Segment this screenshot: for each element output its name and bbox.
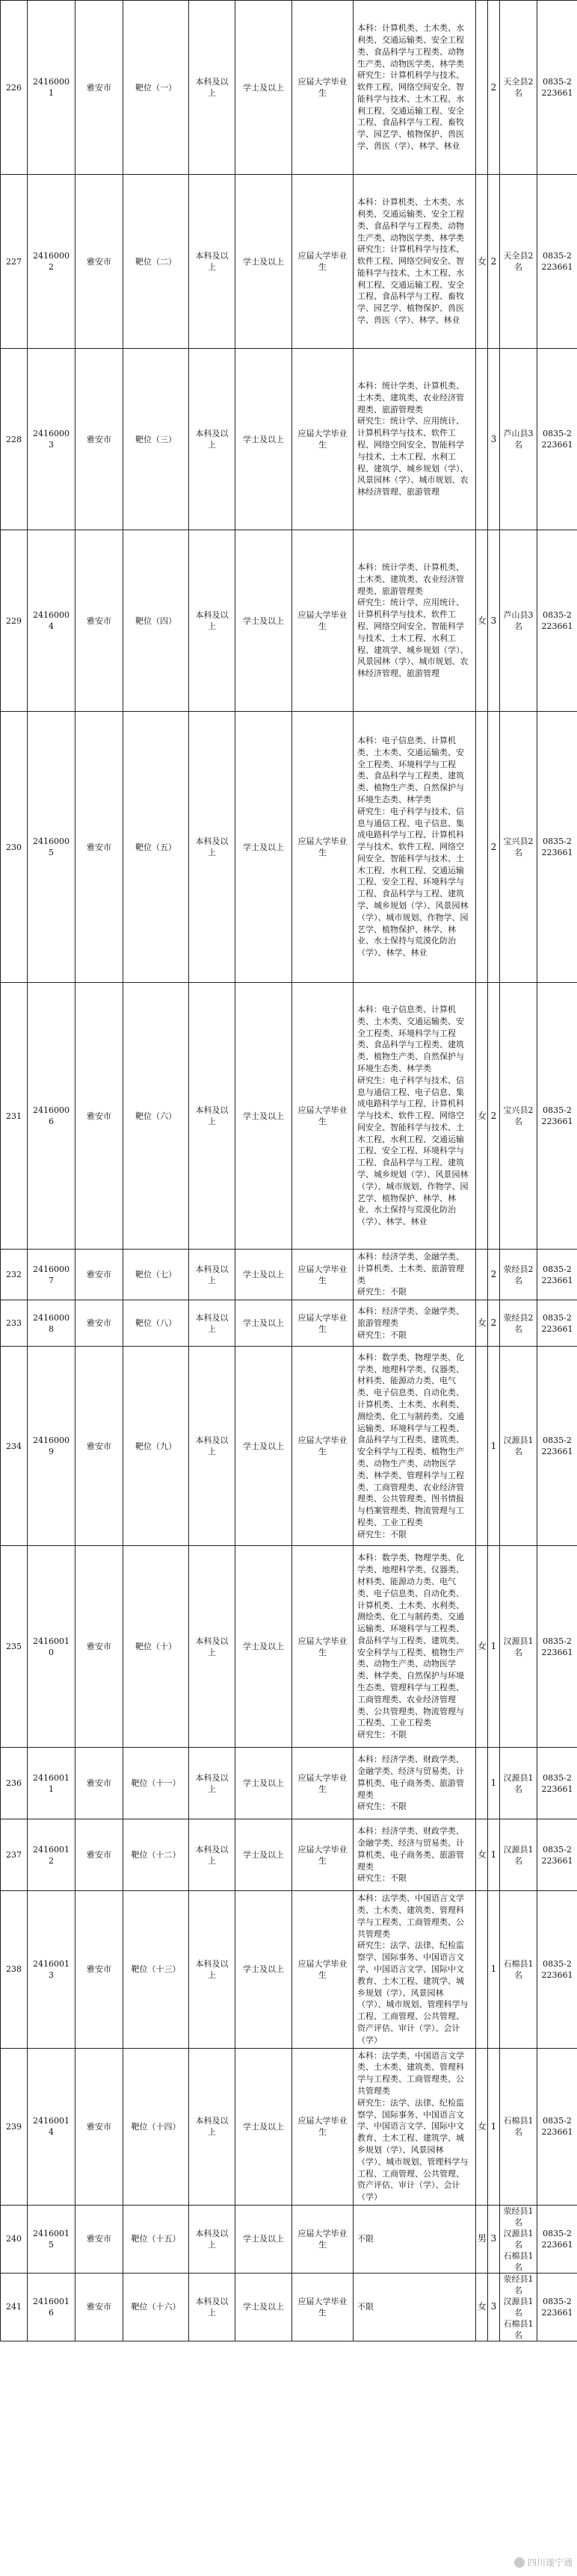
candidate-source-cell: 应届大学毕业生 [292,1347,354,1546]
candidate-source-cell: 应届大学毕业生 [292,1250,354,1300]
candidate-source-cell: 应届大学毕业生 [292,530,354,712]
education-cell: 本科及以上 [189,1250,235,1300]
candidate-source-cell: 应届大学毕业生 [292,1748,354,1819]
placement-cell: 芦山县3名 [500,530,537,712]
headcount-cell: 1 [488,1546,500,1748]
city-cell: 雅安市 [75,712,123,983]
city-cell: 雅安市 [75,2273,123,2341]
post-name-cell: 靶位（十二） [123,1819,189,1891]
row-number-cell: 237 [1,1819,28,1891]
row-number-cell: 241 [1,2273,28,2341]
watermark-text: 四川遂宁通 [527,2557,573,2568]
degree-cell: 学士及以上 [235,1250,292,1300]
contact-phone-cell: 0835-2223661 [537,983,577,1250]
gender-cell [476,1,488,175]
degree-cell: 学士及以上 [235,1,292,175]
post-name-cell: 靶位（八） [123,1300,189,1347]
degree-cell: 学士及以上 [235,2273,292,2341]
city-cell: 雅安市 [75,1546,123,1748]
city-cell: 雅安市 [75,1300,123,1347]
education-cell: 本科及以上 [189,2205,235,2273]
gender-cell [476,712,488,983]
placement-cell: 汉源县1名 [500,1546,537,1748]
placement-cell: 石棉县1名 [500,2048,537,2205]
city-cell: 雅安市 [75,1819,123,1891]
major-requirement-cell: 不限 [354,2273,476,2341]
post-code-cell: 24160015 [28,2205,75,2273]
table-row [1,1300,577,1347]
city-cell: 雅安市 [75,175,123,349]
gender-cell: 女 [476,2273,488,2341]
post-name-cell: 靶位（十五） [123,2205,189,2273]
table-row [1,1819,577,1891]
headcount-cell: 2 [488,1250,500,1300]
table-row [1,1,577,175]
row-number-cell: 232 [1,1250,28,1300]
gender-cell: 女 [476,1819,488,1891]
candidate-source-cell: 应届大学毕业生 [292,1,354,175]
post-code-cell: 24160014 [28,2048,75,2205]
education-cell: 本科及以上 [189,712,235,983]
row-number-cell: 231 [1,983,28,1250]
post-code-cell: 24160006 [28,983,75,1250]
city-cell: 雅安市 [75,1250,123,1300]
city-cell: 雅安市 [75,1891,123,2048]
candidate-source-cell: 应届大学毕业生 [292,2048,354,2205]
table-body [1,1,577,2341]
city-cell: 雅安市 [75,983,123,1250]
post-name-cell: 靶位（一） [123,1,189,175]
headcount-cell: 2 [488,175,500,349]
contact-phone-cell: 0835-2223661 [537,1748,577,1819]
post-code-cell: 24160012 [28,1819,75,1891]
education-cell: 本科及以上 [189,530,235,712]
city-cell: 雅安市 [75,1748,123,1819]
candidate-source-cell: 应届大学毕业生 [292,2205,354,2273]
education-cell: 本科及以上 [189,1819,235,1891]
contact-phone-cell: 0835-2223661 [537,1347,577,1546]
degree-cell: 学士及以上 [235,1748,292,1819]
gender-cell [476,1891,488,2048]
headcount-cell: 3 [488,2273,500,2341]
post-name-cell: 靶位（四） [123,530,189,712]
candidate-source-cell: 应届大学毕业生 [292,1546,354,1748]
placement-cell: 天全县2名 [500,1,537,175]
contact-phone-cell: 0835-2223661 [537,530,577,712]
city-cell: 雅安市 [75,2048,123,2205]
major-requirement-cell: 本科：经济学类、金融学类、计算机类、土木类、旅游管理类 研究生：不限 [354,1250,476,1300]
table-row [1,2205,577,2273]
education-cell: 本科及以上 [189,1,235,175]
post-name-cell: 靶位（六） [123,983,189,1250]
post-code-cell: 24160016 [28,2273,75,2341]
degree-cell: 学士及以上 [235,1300,292,1347]
post-code-cell: 24160004 [28,530,75,712]
table-row [1,1347,577,1546]
major-requirement-cell: 本科：数学类、物理学类、化学类、地理科学类、仪器类、材料类、能源动力类、电气类、电子信息类、自动化类、计算机类、土木类、水利类、测绘类、化工与制药类、交通运输类、环境科学与工程类、食品科学与工程类、建筑类、安全科学与工程类、植物生产类、动物生产类、动物医学类、林学类、管理科学与工程类、工商管理类、农业经济管理类、公共管理类、图书情报与档案管理类、物流管理与工程类、工业工程类 研究生：不限 [354,1347,476,1546]
placement-cell: 荥经县1名 汉源县1名 石棉县1名 [500,2273,537,2341]
contact-phone-cell: 0835-2223661 [537,712,577,983]
degree-cell: 学士及以上 [235,530,292,712]
contact-phone-cell: 0835-2223661 [537,2048,577,2205]
contact-phone-cell: 0835-2223661 [537,1819,577,1891]
major-requirement-cell: 本科：计算机类、土木类、水利类、交通运输类、安全工程类、食品科学与工程类、动物生产类、动物医学类、林学类 研究生：计算机科学与技术、软件工程、网络空间安全、智能科学与技术、土木工程、水利工程、交通运输工程、安全工程、食品科学与工程、畜牧学、园艺学、植物保护、兽医学、兽医（学）、林学、林业 [354,175,476,349]
placement-cell: 天全县2名 [500,175,537,349]
gender-cell: 女 [476,1300,488,1347]
candidate-source-cell: 应届大学毕业生 [292,1891,354,2048]
city-cell: 雅安市 [75,1,123,175]
placement-cell: 汉源县1名 [500,1347,537,1546]
headcount-cell: 1 [488,1748,500,1819]
post-name-cell: 靶位（十六） [123,2273,189,2341]
post-name-cell: 靶位（二） [123,175,189,349]
row-number-cell: 240 [1,2205,28,2273]
post-code-cell: 24160009 [28,1347,75,1546]
gender-cell [476,349,488,530]
table-row [1,349,577,530]
contact-phone-cell: 0835-2223661 [537,1546,577,1748]
degree-cell: 学士及以上 [235,1546,292,1748]
education-cell: 本科及以上 [189,983,235,1250]
placement-cell: 荥经县1名 汉源县1名 石棉县1名 [500,2205,537,2273]
degree-cell: 学士及以上 [235,983,292,1250]
education-cell: 本科及以上 [189,2273,235,2341]
post-code-cell: 24160001 [28,1,75,175]
degree-cell: 学士及以上 [235,349,292,530]
post-code-cell: 24160002 [28,175,75,349]
row-number-cell: 226 [1,1,28,175]
placement-cell: 荥经县2名 [500,1300,537,1347]
post-code-cell: 24160008 [28,1300,75,1347]
major-requirement-cell: 本科：计算机类、土木类、水利类、交通运输类、安全工程类、食品科学与工程类、动物生产类、动物医学类、林学类 研究生：计算机科学与技术、软件工程、网络空间安全、智能科学与技术、土木工程、水利工程、交通运输工程、安全工程、食品科学与工程、畜牧学、园艺学、植物保护、兽医学、兽医（学）、林学、林业 [354,1,476,175]
degree-cell: 学士及以上 [235,1347,292,1546]
major-requirement-cell: 本科：经济学类、金融学类、旅游管理类 研究生：不限 [354,1300,476,1347]
headcount-cell: 2 [488,1300,500,1347]
city-cell: 雅安市 [75,349,123,530]
post-name-cell: 靶位（十四） [123,2048,189,2205]
education-cell: 本科及以上 [189,2048,235,2205]
watermark-logo-icon [514,2557,525,2568]
gender-cell: 男 [476,2205,488,2273]
post-name-cell: 靶位（七） [123,1250,189,1300]
gender-cell: 女 [476,983,488,1250]
watermark [514,2556,573,2569]
row-number-cell: 236 [1,1748,28,1819]
gender-cell [476,1347,488,1546]
placement-cell: 宝兴县2名 [500,712,537,983]
city-cell: 雅安市 [75,1347,123,1546]
major-requirement-cell: 本科：法学类、中国语言文学类、土木类、建筑类、管理科学与工程类、工商管理类、公共管理类 研究生：法学、法律、纪检监察学、国际事务、中国语言文学、中国语言文学、国际中文教育、土木工程、建筑学、城乡规划（学）、风景园林（学）、城市规划、管理科学与工程、工商管理、公共管理、资产评估、审计（学）、会计（学） [354,1891,476,2048]
post-code-cell: 24160005 [28,712,75,983]
contact-phone-cell: 0835-2223661 [537,1,577,175]
row-number-cell: 227 [1,175,28,349]
education-cell: 本科及以上 [189,349,235,530]
contact-phone-cell: 0835-2223661 [537,175,577,349]
placement-cell: 汉源县1名 [500,1819,537,1891]
table-row [1,1891,577,2048]
major-requirement-cell: 本科：统计学类、计算机类、土木类、建筑类、农业经济管理类、旅游管理类 研究生：统计学、应用统计、计算机科学与技术、软件工程、网络空间安全、智能科学与技术、土木工程、水利工程、建筑学、城乡规划（学）、风景园林（学）、城市规划、农林经济管理、旅游管理 [354,530,476,712]
post-code-cell: 24160003 [28,349,75,530]
headcount-cell: 3 [488,2205,500,2273]
post-code-cell: 24160007 [28,1250,75,1300]
gender-cell: 女 [476,1546,488,1748]
major-requirement-cell: 本科：法学类、中国语言文学类、土木类、建筑类、管理科学与工程类、工商管理类、公共管理类 研究生：法学、法律、纪检监察学、国际事务、中国语言文学、中国语言文学、国际中文教育、土木工程、建筑学、城乡规划（学）、风景园林（学）、城市规划、管理科学与工程、工商管理、公共管理、资产评估、审计（学）、会计（学） [354,2048,476,2205]
major-requirement-cell: 本科：电子信息类、计算机类、土木类、交通运输类、安全工程类、环境科学与工程类、食品科学与工程类、建筑类、植物生产类、自然保护与环境生态类、林学类 研究生：电子科学与技术、信息与通信工程、电子信息、集成电路科学与工程、计算机科学与技术、软件工程、网络空间安全、智能科学与技术、土木工程、水利工程、交通运输工程、安全工程、环境科学与工程、食品科学与工程、建筑学、城乡规划（学）、风景园林（学）、城市规划、作物学、园艺学、植物保护、林学、林业、水土保持与荒漠化防治（学）、林学、林业 [354,712,476,983]
row-number-cell: 228 [1,349,28,530]
education-cell: 本科及以上 [189,175,235,349]
placement-cell: 芦山县3名 [500,349,537,530]
gender-cell [476,1250,488,1300]
headcount-cell: 2 [488,1,500,175]
candidate-source-cell: 应届大学毕业生 [292,1819,354,1891]
row-number-cell: 238 [1,1891,28,2048]
degree-cell: 学士及以上 [235,1819,292,1891]
table-row [1,712,577,983]
headcount-cell: 3 [488,349,500,530]
candidate-source-cell: 应届大学毕业生 [292,2273,354,2341]
table-row [1,175,577,349]
placement-cell: 石棉县1名 [500,1891,537,2048]
contact-phone-cell: 0835-2223661 [537,1250,577,1300]
post-code-cell: 24160010 [28,1546,75,1748]
degree-cell: 学士及以上 [235,175,292,349]
major-requirement-cell: 本科：电子信息类、计算机类、土木类、交通运输类、安全工程类、环境科学与工程类、食品科学与工程类、建筑类、植物生产类、自然保护与环境生态类、林学类 研究生：电子科学与技术、信息与通信工程、电子信息、集成电路科学与工程、计算机科学与技术、软件工程、网络空间安全、智能科学与技术、土木工程、水利工程、交通运输工程、安全工程、环境科学与工程、食品科学与工程、建筑学、城乡规划（学）、风景园林（学）、城市规划、作物学、园艺学、植物保护、林学、林业、水土保持与荒漠化防治（学）、林学、林业 [354,983,476,1250]
table-row [1,1748,577,1819]
education-cell: 本科及以上 [189,1300,235,1347]
major-requirement-cell: 本科：经济学类、财政学类、金融学类、经济与贸易类、计算机类、电子商务类、旅游管理类 研究生：不限 [354,1748,476,1819]
gender-cell: 女 [476,2048,488,2205]
contact-phone-cell: 0835-2223661 [537,2205,577,2273]
post-name-cell: 靶位（三） [123,349,189,530]
candidate-source-cell: 应届大学毕业生 [292,1300,354,1347]
table-row [1,530,577,712]
post-code-cell: 24160013 [28,1891,75,2048]
table-row [1,983,577,1250]
degree-cell: 学士及以上 [235,2048,292,2205]
post-name-cell: 靶位（十三） [123,1891,189,2048]
contact-phone-cell: 0835-2223661 [537,2273,577,2341]
education-cell: 本科及以上 [189,1347,235,1546]
degree-cell: 学士及以上 [235,1891,292,2048]
headcount-cell: 1 [488,2048,500,2205]
row-number-cell: 239 [1,2048,28,2205]
headcount-cell: 1 [488,1347,500,1546]
contact-phone-cell: 0835-2223661 [537,349,577,530]
contact-phone-cell: 0835-2223661 [537,1300,577,1347]
education-cell: 本科及以上 [189,1891,235,2048]
city-cell: 雅安市 [75,2205,123,2273]
education-cell: 本科及以上 [189,1546,235,1748]
row-number-cell: 233 [1,1300,28,1347]
candidate-source-cell: 应届大学毕业生 [292,349,354,530]
headcount-cell: 1 [488,1891,500,2048]
gender-cell: 女 [476,530,488,712]
headcount-cell: 2 [488,983,500,1250]
major-requirement-cell: 不限 [354,2205,476,2273]
placement-cell: 荥经县2名 [500,1250,537,1300]
row-number-cell: 230 [1,712,28,983]
post-name-cell: 靶位（九） [123,1347,189,1546]
placement-cell: 汉源县1名 [500,1748,537,1819]
table-row [1,1250,577,1300]
headcount-cell: 1 [488,1819,500,1891]
row-number-cell: 229 [1,530,28,712]
table-row [1,2273,577,2341]
candidate-source-cell: 应届大学毕业生 [292,175,354,349]
table-row [1,1546,577,1748]
row-number-cell: 235 [1,1546,28,1748]
post-name-cell: 靶位（十一） [123,1748,189,1819]
degree-cell: 学士及以上 [235,2205,292,2273]
degree-cell: 学士及以上 [235,712,292,983]
education-cell: 本科及以上 [189,1748,235,1819]
table-row [1,2048,577,2205]
placement-cell: 宝兴县2名 [500,983,537,1250]
major-requirement-cell: 本科：数学类、物理学类、化学类、地理科学类、仪器类、材料类、能源动力类、电气类、电子信息类、自动化类、计算机类、土木类、水利类、测绘类、化工与制药类、交通运输类、环境科学与工程类、食品科学与工程类、建筑类、安全科学与工程类、植物生产类、动物生产类、动物医学类、林学类、自然保护与环境生态类、管理科学与工程类、工商管理类、农业经济管理类、公共管理类、物流管理与工程类、工业工程类 研究生：不限 [354,1546,476,1748]
gender-cell [476,1748,488,1819]
contact-phone-cell: 0835-2223661 [537,1891,577,2048]
city-cell: 雅安市 [75,530,123,712]
candidate-source-cell: 应届大学毕业生 [292,712,354,983]
gender-cell: 女 [476,175,488,349]
headcount-cell: 2 [488,712,500,983]
post-name-cell: 靶位（五） [123,712,189,983]
post-name-cell: 靶位（十） [123,1546,189,1748]
major-requirement-cell: 本科：统计学类、计算机类、土木类、建筑类、农业经济管理类、旅游管理类 研究生：统计学、应用统计、计算机科学与技术、软件工程、网络空间安全、智能科学与技术、土木工程、水利工程、建筑学、城乡规划（学）、风景园林（学）、城市规划、农林经济管理、旅游管理 [354,349,476,530]
headcount-cell: 3 [488,530,500,712]
major-requirement-cell: 本科：经济学类、财政学类、金融学类、经济与贸易类、计算机类、电子商务类、旅游管理类 研究生：不限 [354,1819,476,1891]
row-number-cell: 234 [1,1347,28,1546]
post-code-cell: 24160011 [28,1748,75,1819]
candidate-source-cell: 应届大学毕业生 [292,983,354,1250]
